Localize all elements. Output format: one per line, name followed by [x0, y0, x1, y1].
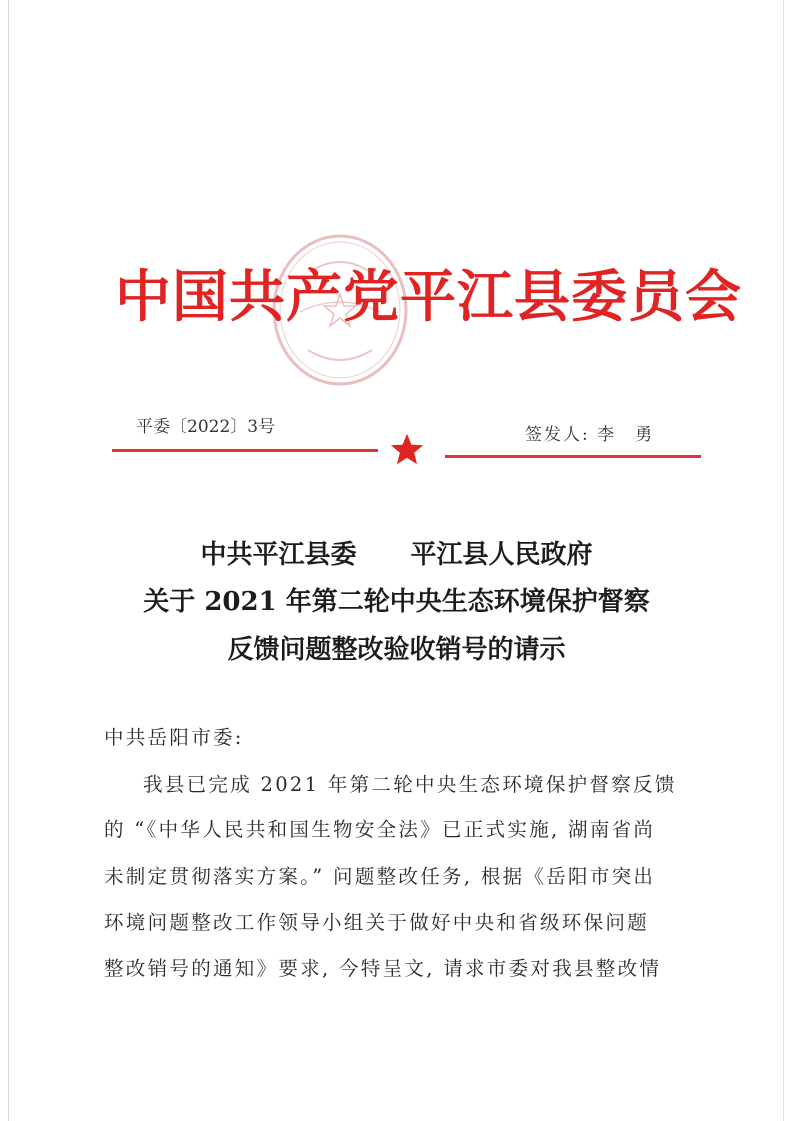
title-line-3: 反馈问题整改验收销号的请示	[227, 635, 566, 665]
body-line: 整改销号的通知》要求, 今特呈文, 请求市委对我县整改情	[104, 957, 662, 980]
body-line: 的 “《中华人民共和国生物安全法》已正式实施, 湖南省尚	[104, 818, 656, 841]
header-rule-right	[445, 455, 701, 458]
body-line: 我县已完成 2021 年第二轮中央生态环境保护督察反馈	[143, 773, 677, 796]
body-line: 未制定贯彻落实方案。” 问题整改任务, 根据《岳阳市突出	[104, 865, 656, 888]
header-rule-left	[112, 449, 378, 452]
title-line-1	[0, 535, 793, 575]
title-line-2: 关于 2021 年第二轮中央生态环境保护督察	[143, 587, 650, 617]
issuing-organization: 中国共产党平江县委员会	[115, 264, 742, 330]
star-icon	[388, 430, 426, 468]
body-line: 环境问题整改工作领导小组关于做好中央和省级环保问题	[104, 911, 650, 934]
addressee: 中共岳阳市委:	[104, 726, 244, 749]
signer-label: 签发人: 李 勇	[525, 425, 655, 445]
title-county-government: 平江县人民政府	[410, 540, 593, 570]
document-number: 平委〔2022〕3号	[136, 417, 276, 437]
title-party-committee: 中共平江县委	[200, 540, 357, 570]
